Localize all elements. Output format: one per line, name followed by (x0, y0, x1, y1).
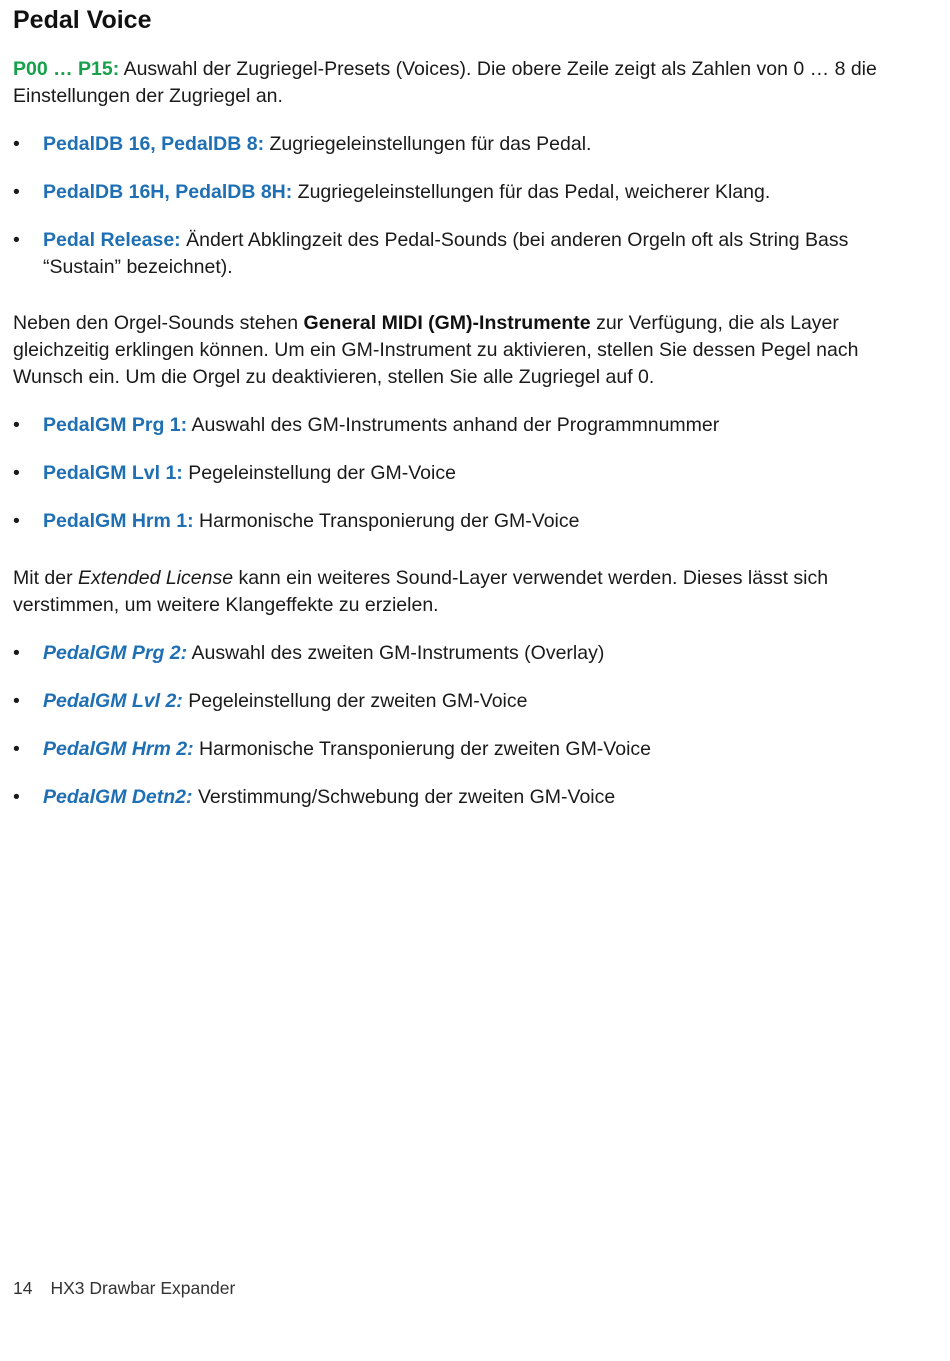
bullet-icon: • (13, 133, 20, 155)
footer-doc-title: HX3 Drawbar Expander (50, 1278, 236, 1298)
gm-strong-text: General MIDI (GM)-Instrumente (303, 312, 591, 334)
ext-emphasis-text: Extended License (78, 567, 234, 589)
param-description: Pegeleinstellung der GM-Voice (182, 462, 456, 484)
bullet-icon: • (13, 181, 20, 203)
gm-text-before: Neben den Orgel-Sounds stehen (13, 312, 304, 334)
bullet-icon: • (13, 738, 20, 760)
bullet-icon: • (13, 414, 20, 436)
list-item-text (43, 736, 903, 763)
bullet-icon: • (13, 786, 20, 808)
param-description: Zugriegeleinstellungen für das Pedal, weicherer Klang. (292, 181, 771, 203)
param-description: Zugriegeleinstellungen für das Pedal. (264, 133, 592, 155)
param-description: Harmonische Transponierung der zweiten GM-Voice (193, 738, 652, 760)
param-description: Pegeleinstellung der zweiten GM-Voice (182, 690, 528, 712)
list-item-text (43, 227, 903, 281)
page-footer (13, 1278, 235, 1299)
intro-label: P00 … P15: (13, 58, 120, 80)
bullet-icon: • (13, 229, 20, 251)
list-item-text (43, 688, 903, 715)
intro-paragraph (13, 56, 913, 110)
param-label: PedalGM Hrm 2: (43, 738, 194, 760)
list-item-text (43, 784, 903, 811)
gm-paragraph (13, 310, 913, 391)
gm-text-after: zur Verfügung, die als Layer gleichzeitig erklingen können. Um ein GM-Instrument zu aktivieren, stellen Sie dessen Pegel nach Wunsch ein. Um die Orgel zu deaktivieren, stellen Sie alle Zugriegel auf 0. (13, 312, 859, 388)
param-label: PedalGM Prg 2: (43, 642, 188, 664)
ext-text-before: Mit der (13, 567, 79, 589)
param-description: Harmonische Transponierung der GM-Voice (193, 510, 580, 532)
list-item-text (43, 131, 903, 158)
param-description: Auswahl des zweiten GM-Instruments (Overlay) (187, 642, 605, 664)
page-title: Pedal Voice (13, 6, 152, 34)
page-number: 14 (13, 1278, 33, 1298)
list-item-text (43, 179, 903, 206)
param-label: PedalDB 16H, PedalDB 8H: (43, 181, 293, 203)
bullet-icon: • (13, 462, 20, 484)
param-label: Pedal Release: (43, 229, 181, 251)
list-item-text (43, 508, 903, 535)
bullet-icon: • (13, 510, 20, 532)
list-item-text (43, 460, 903, 487)
param-label: PedalGM Prg 1: (43, 414, 188, 436)
param-description: Ändert Abklingzeit des Pedal-Sounds (bei anderen Orgeln oft als String Bass “Sustain” bezeichnet). (43, 229, 849, 278)
param-description: Auswahl des GM-Instruments anhand der Programmnummer (187, 414, 720, 436)
ext-text-after: kann ein weiteres Sound-Layer verwendet werden. Dieses lässt sich verstimmen, um weitere Klangeffekte zu erzielen. (13, 567, 829, 616)
bullet-icon: • (13, 690, 20, 712)
list-item-text (43, 640, 903, 667)
param-label: PedalGM Lvl 1: (43, 462, 183, 484)
param-label: PedalGM Lvl 2: (43, 690, 183, 712)
param-label: PedalGM Detn2: (43, 786, 193, 808)
param-label: PedalDB 16, PedalDB 8: (43, 133, 265, 155)
param-description: Verstimmung/Schwebung der zweiten GM-Voice (192, 786, 616, 808)
extended-license-paragraph (13, 565, 913, 619)
intro-text: Auswahl der Zugriegel-Presets (Voices). Die obere Zeile zeigt als Zahlen von 0 … 8 die Einstellungen der Zugriegel an. (13, 58, 877, 107)
bullet-icon: • (13, 642, 20, 664)
param-label: PedalGM Hrm 1: (43, 510, 194, 532)
list-item-text (43, 412, 903, 439)
